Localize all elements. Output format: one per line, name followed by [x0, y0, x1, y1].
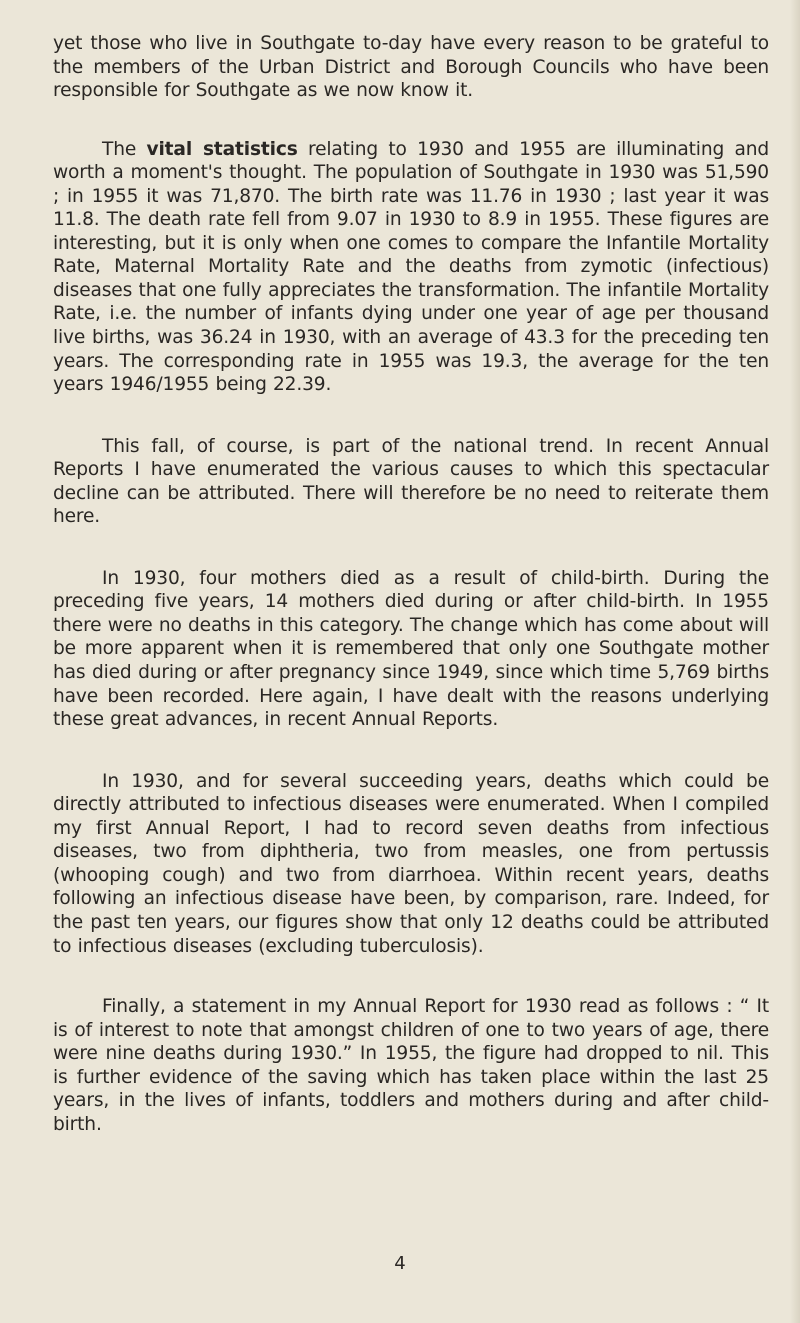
paragraph-5: In 1930, and for several succeeding years, deaths which could be directly attributed to infectious diseases were enumerated. When I compiled my first Annual Report, I had to record seven deaths from infectious diseases, two from diphtheria, two from measles, one from pertussis (whooping cough) and two from diarrhoea. Within recent years, deaths following an infectious disease have been, by comparison, rare. Indeed, for the past ten years, our figures show that only 12 deaths could be attributed to infectious diseases (excluding tuberculosis). [53, 770, 769, 957]
paragraph-1: yet those who live in Southgate to-day have every reason to be grateful to the members of the Urban District and Borough Councils who have been responsible for Southgate as we now know it. [53, 33, 769, 102]
paragraph-4: In 1930, four mothers died as a result of child-birth. During the preceding five years, 14 mothers died during or after child-birth. In 1955 there were no deaths in this category. The change which has come about will be more apparent when it is remembered that only one Southgate mother has died during or after pregnancy since 1949, since which time 5,769 births have been recorded. Here again, I have dealt with the reasons underlying these great advances, in recent Annual Reports. [53, 567, 769, 731]
paragraph-2-text: relating to 1930 and 1955 are illuminating and worth a moment's thought. The population of Southgate in 1930 was 51,590 ; in 1955 it was 71,870. The birth rate was 11.76 in 1930 ; last year it was 11.8. The death rate fell from 9.07 in 1930 to 8.9 in 1955. These figures are interesting, but it is only when one comes to compare the Infantile Mortality Rate, Maternal Mortality Rate and the deaths from zymotic (infectious) diseases that one fully appreciates the transformation. The infantile Mortality Rate, i.e. the number of infants dying under one year of age per thousand live births, was 36.24 in 1930, with an average of 43.3 for the preceding ten years. The corresponding rate in 1955 was 19.3, the average for the ten years 1946/1955 being 22.39. [53, 138, 769, 396]
paragraph-2-lead: The [102, 138, 147, 160]
page-number: 4 [394, 1253, 406, 1274]
page-edge-shadow [790, 0, 800, 1323]
paragraph-2 [53, 138, 769, 397]
vital-statistics-term: vital statistics [146, 138, 298, 160]
paragraph-3: This fall, of course, is part of the national trend. In recent Annual Reports I have enumerated the various causes to which this spectacular decline can be attributed. There will therefore be no need to reiterate them here. [53, 435, 769, 528]
paragraph-6: Finally, a statement in my Annual Report for 1930 read as follows : “ It is of interest to note that amongst children of one to two years of age, there were nine deaths during 1930.” In 1955, the figure had dropped to nil. This is further evidence of the saving which has taken place within the last 25 years, in the lives of infants, toddlers and mothers during and after child-birth. [53, 996, 769, 1135]
document-body [53, 32, 769, 1136]
